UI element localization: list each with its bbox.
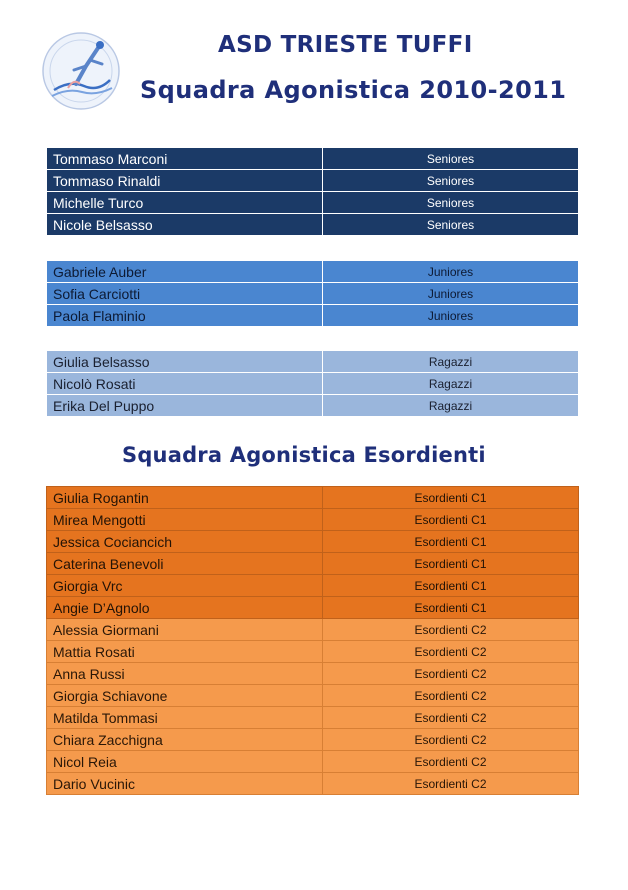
table-row	[47, 509, 579, 531]
table-row	[47, 395, 579, 417]
athlete-category: Esordienti C1	[323, 487, 579, 509]
table-row	[47, 663, 579, 685]
athlete-name: Nicol Reia	[47, 751, 323, 773]
seniores-table	[46, 147, 579, 236]
athlete-category: Esordienti C2	[323, 619, 579, 641]
athlete-category: Esordienti C2	[323, 729, 579, 751]
table-row	[47, 351, 579, 373]
athlete-name: Paola Flaminio	[47, 305, 323, 327]
table-row	[47, 575, 579, 597]
athlete-category: Ragazzi	[323, 373, 579, 395]
table-row	[47, 707, 579, 729]
athlete-category: Esordienti C2	[323, 685, 579, 707]
athlete-category: Esordienti C2	[323, 663, 579, 685]
athlete-name: Michelle Turco	[47, 192, 323, 214]
athlete-category: Esordienti C2	[323, 773, 579, 795]
table-row	[47, 553, 579, 575]
table-row	[47, 148, 579, 170]
athlete-name: Giorgia Schiavone	[47, 685, 323, 707]
athlete-name: Giorgia Vrc	[47, 575, 323, 597]
athlete-category: Seniores	[323, 214, 579, 236]
athlete-category: Seniores	[323, 192, 579, 214]
athlete-category: Esordienti C2	[323, 751, 579, 773]
table-row	[47, 619, 579, 641]
table-row	[47, 729, 579, 751]
table-row	[47, 170, 579, 192]
athlete-name: Angie D’Agnolo	[47, 597, 323, 619]
athlete-category: Esordienti C2	[323, 707, 579, 729]
athlete-name: Tommaso Marconi	[47, 148, 323, 170]
athlete-name: Mirea Mengotti	[47, 509, 323, 531]
table-row	[47, 305, 579, 327]
table-row	[47, 487, 579, 509]
athlete-name: Nicolò Rosati	[47, 373, 323, 395]
athlete-name: Giulia Belsasso	[47, 351, 323, 373]
club-logo	[40, 30, 122, 112]
athlete-category: Esordienti C2	[323, 641, 579, 663]
athlete-name: Alessia Giormani	[47, 619, 323, 641]
table-row	[47, 214, 579, 236]
table-row	[47, 192, 579, 214]
athlete-category: Esordienti C1	[323, 597, 579, 619]
ragazzi-table	[46, 350, 579, 417]
athlete-name: Mattia Rosati	[47, 641, 323, 663]
table-row	[47, 531, 579, 553]
esordienti-table	[46, 486, 579, 795]
athlete-name: Anna Russi	[47, 663, 323, 685]
table-row	[47, 597, 579, 619]
table-row	[47, 685, 579, 707]
table-row	[47, 641, 579, 663]
table-row	[47, 373, 579, 395]
table-row	[47, 261, 579, 283]
athlete-category: Seniores	[323, 148, 579, 170]
athlete-name: Gabriele Auber	[47, 261, 323, 283]
athlete-name: Chiara Zacchigna	[47, 729, 323, 751]
athlete-name: Sofia Carciotti	[47, 283, 323, 305]
table-row	[47, 283, 579, 305]
athlete-category: Esordienti C1	[323, 553, 579, 575]
table-row	[47, 751, 579, 773]
athlete-category: Juniores	[323, 261, 579, 283]
athlete-name: Tommaso Rinaldi	[47, 170, 323, 192]
athlete-category: Ragazzi	[323, 395, 579, 417]
athlete-name: Dario Vucinic	[47, 773, 323, 795]
athlete-category: Juniores	[323, 283, 579, 305]
athlete-name: Jessica Cociancich	[47, 531, 323, 553]
season-title: Squadra Agonistica 2010-2011	[140, 76, 567, 104]
athlete-name: Matilda Tommasi	[47, 707, 323, 729]
athlete-category: Esordienti C1	[323, 575, 579, 597]
athlete-name: Caterina Benevoli	[47, 553, 323, 575]
athlete-category: Esordienti C1	[323, 531, 579, 553]
athlete-name: Erika Del Puppo	[47, 395, 323, 417]
esordienti-title: Squadra Agonistica Esordienti	[122, 443, 486, 467]
athlete-category: Ragazzi	[323, 351, 579, 373]
juniores-table	[46, 260, 579, 327]
athlete-name: Nicole Belsasso	[47, 214, 323, 236]
athlete-category: Seniores	[323, 170, 579, 192]
table-row	[47, 773, 579, 795]
athlete-name: Giulia Rogantin	[47, 487, 323, 509]
club-name: ASD TRIESTE TUFFI	[218, 32, 473, 58]
athlete-category: Juniores	[323, 305, 579, 327]
athlete-category: Esordienti C1	[323, 509, 579, 531]
